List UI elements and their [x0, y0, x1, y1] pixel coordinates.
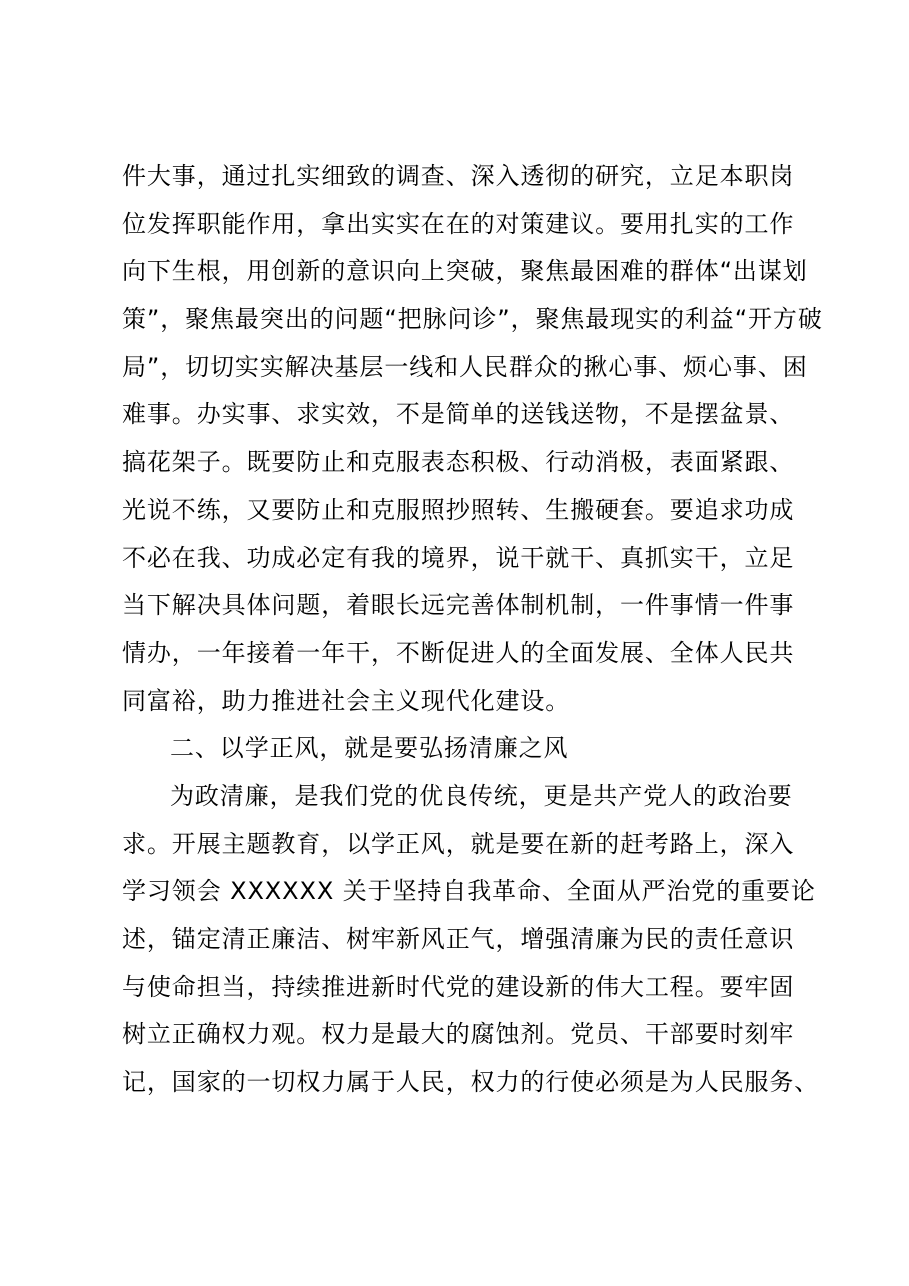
text-line: 情办，一年接着一年干，不断促进人的全面发展、全体人民共	[122, 638, 795, 667]
document-body	[122, 153, 822, 1107]
section-heading: 二、以学正风，就是要弘扬清廉之风	[170, 734, 569, 763]
text-line: 策”，聚焦最突出的问题“把脉问诊”，聚焦最现实的利益“开方破	[122, 305, 823, 334]
text-line: 学习领会 XXXXXX 关于坚持自我革命、全面从严治党的重要论	[122, 877, 816, 906]
text-line: 搞花架子。既要防止和克服表态积极、行动消极，表面紧跟、	[122, 448, 795, 477]
text-line: 当下解决具体问题，着眼长远完善体制机制，一件事情一件事	[122, 591, 795, 620]
text-line: 同富裕，助力推进社会主义现代化建设。	[122, 686, 571, 715]
text-line: 向下生根，用创新的意识向上突破，聚焦最困难的群体“出谋划	[122, 257, 808, 286]
text-line: 件大事，通过扎实细致的调查、深入透彻的研究，立足本职岗	[122, 162, 795, 190]
text-line: 树立正确权力观。权力是最大的腐蚀剂。党员、干部要时刻牢	[122, 1020, 795, 1049]
text-line: 光说不练，又要防止和克服照抄照转、生搬硬套。要追求功成	[122, 495, 795, 524]
text-line: 难事。办实事、求实效，不是简单的送钱送物，不是摆盆景、	[122, 400, 795, 429]
text-line: 位发挥职能作用，拿出实实在在的对策建议。要用扎实的工作	[122, 209, 795, 238]
text-line: 局”，切切实实解决基层一线和人民群众的揪心事、烦心事、困	[122, 352, 808, 381]
text-line: 不必在我、功成必定有我的境界，说干就干、真抓实干，立足	[122, 543, 795, 572]
text-line: 记，国家的一切权力属于人民，权力的行使必须是为人民服务、	[122, 1068, 820, 1097]
paragraph-first-line: 为政清廉，是我们党的优良传统，更是共产党人的政治要	[170, 781, 793, 810]
text-line: 述，锚定清正廉洁、树牢新风正气，增强清廉为民的责任意识	[122, 925, 795, 953]
text-line: 求。开展主题教育，以学正风，就是要在新的赶考路上，深入	[122, 829, 795, 858]
text-line: 与使命担当，持续推进新时代党的建设新的伟大工程。要牢固	[122, 972, 795, 1001]
